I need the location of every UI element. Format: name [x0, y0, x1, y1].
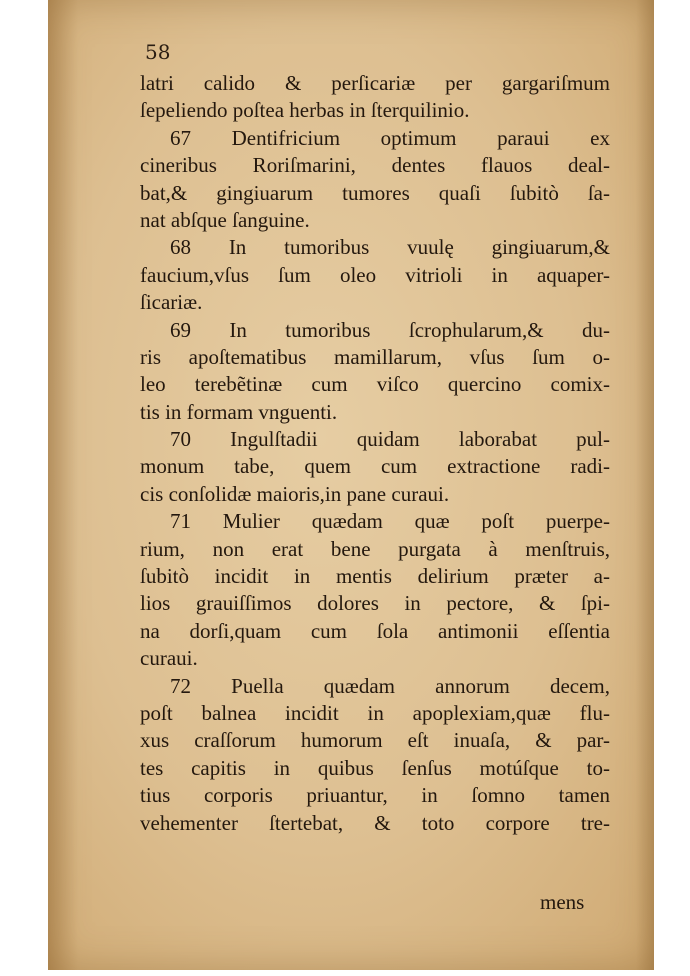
page-body — [140, 70, 610, 837]
text-line: na dorſi,quam cum ſola antimonii eſſentia — [140, 618, 610, 643]
text-line: tes capitis in quibus ſenſus motúſque to- — [140, 755, 610, 780]
text-line: latri calido & perſicariæ per gargariſmum — [140, 71, 610, 95]
page-number: 58 — [145, 40, 171, 64]
text-line: xus craſſorum humorum eſt inuaſa, & par- — [140, 728, 610, 753]
text-line: nat abſque ſanguine. — [140, 207, 310, 232]
entry-70-start: 70 Ingulſtadii quidam laborabat pul- — [170, 427, 610, 452]
entry-72-start: 72 Puella quædam annorum decem, — [170, 673, 610, 698]
text-line: ſepeliendo poſtea herbas in ſterquilinio. — [140, 98, 470, 123]
text-line: cis conſolidæ maioris,in pane curaui. — [140, 481, 450, 506]
text-line: ris apoſtematibus mamillarum, vſus ſum o- — [140, 344, 610, 369]
entry-71-start: 71 Mulier quædam quæ poſt puerpe- — [170, 509, 610, 534]
text-line: monum tabe, quem cum extractione radi- — [140, 454, 610, 479]
text-line: cineribus Roriſmarini, dentes flauos deal- — [140, 153, 610, 178]
text-line: lios grauiſſimos dolores in pectore, & ſpi- — [140, 591, 610, 616]
entry-68-start: 68 In tumoribus vuulę gingiuarum,& — [170, 235, 610, 260]
text-line: ſubitò incidit in mentis delirium præter a- — [140, 564, 610, 589]
entry-67-start: 67 Dentifricium optimum paraui ex — [170, 125, 610, 150]
text-line: vehementer ſtertebat, & toto corpore tre- — [140, 810, 610, 835]
text-line: ſicariæ. — [140, 290, 203, 315]
text-line: tis in formam vnguenti. — [140, 399, 338, 424]
text-line: leo terebẽtinæ cum viſco quercino comix- — [140, 372, 610, 397]
text-line: rium, non erat bene purgata à menſtruis, — [140, 536, 610, 561]
text-line: faucium,vſus ſum oleo vitrioli in aquaper- — [140, 262, 610, 287]
text-line: curaui. — [140, 646, 198, 671]
entry-69-start: 69 In tumoribus ſcrophularum,& du- — [170, 317, 610, 342]
catchword: mens — [540, 890, 585, 914]
text-line: poſt balnea incidit in apoplexiam,quæ flu- — [140, 700, 610, 725]
text-line: tius corporis priuantur, in ſomno tamen — [140, 783, 610, 808]
text-line: bat,& gingiuarum tumores quaſi ſubitò ſa- — [140, 180, 610, 205]
